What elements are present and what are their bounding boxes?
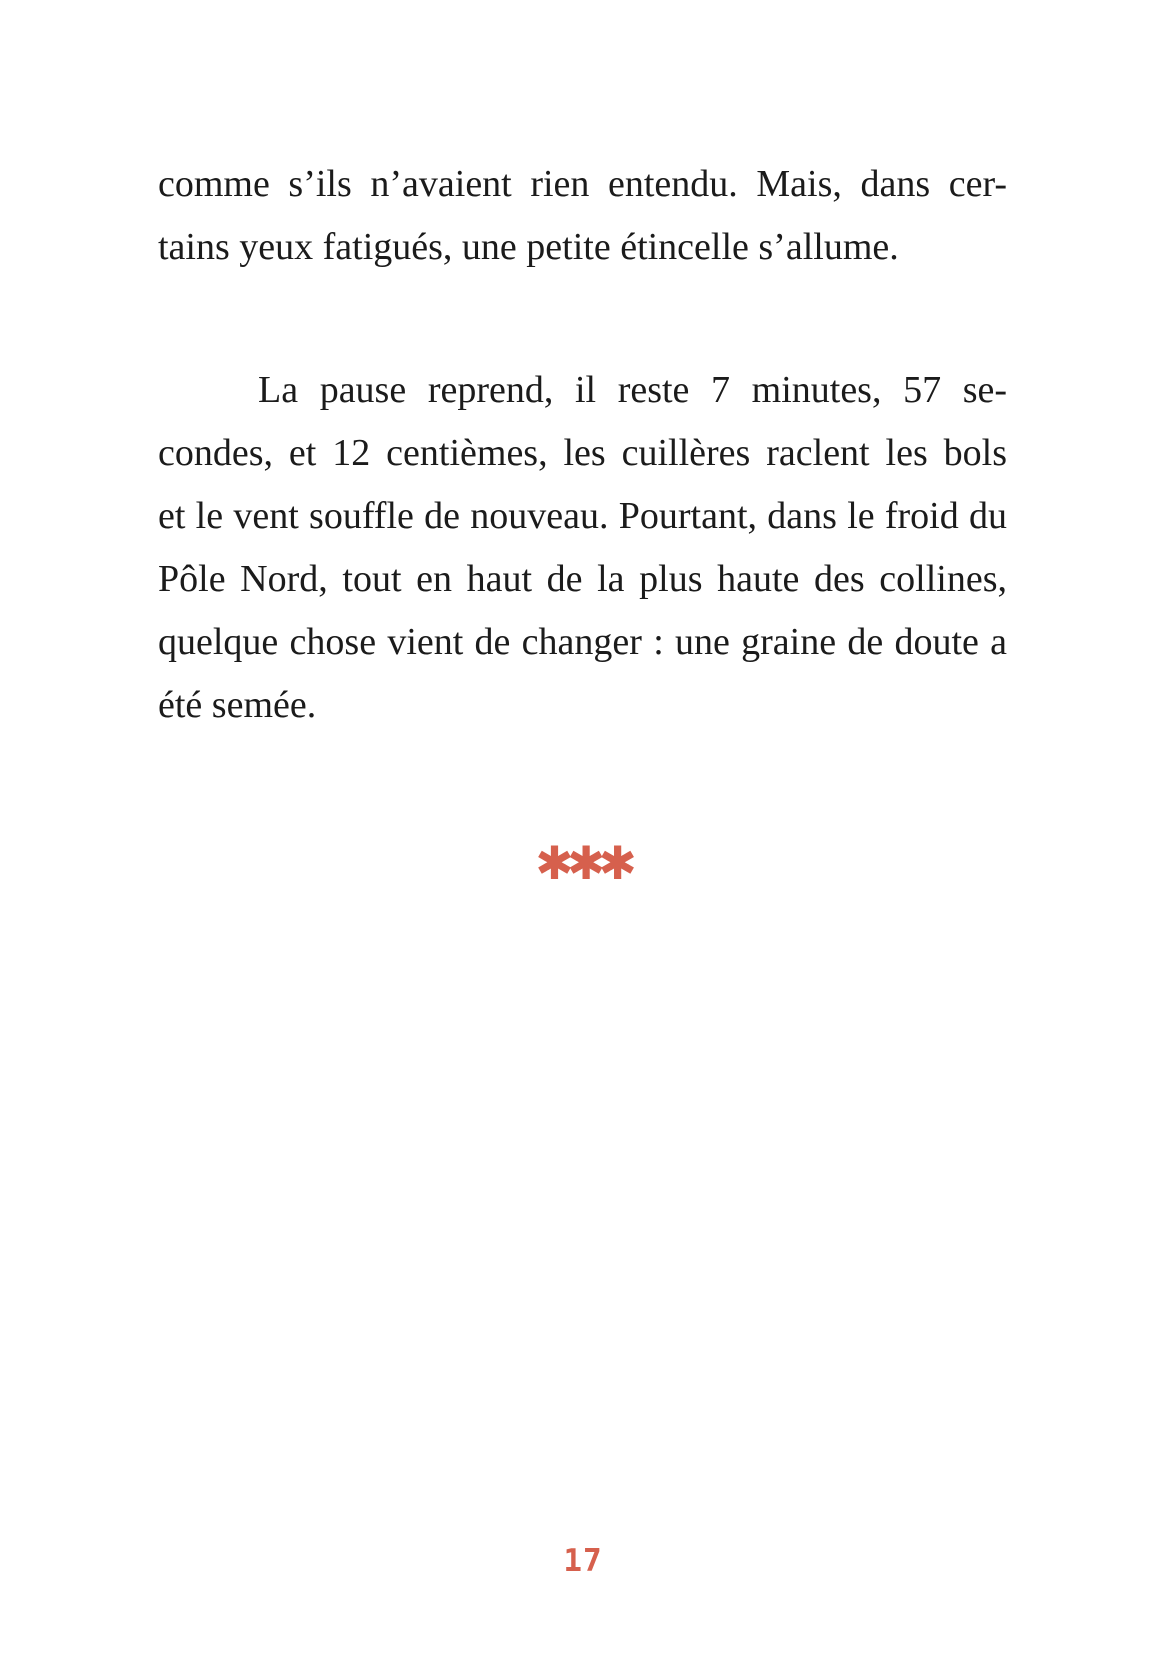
paragraph-1 xyxy=(158,153,1007,279)
asterisk-icon: ✱ xyxy=(598,836,630,890)
text-line: Pôle Nord, tout en haut de la plus haute des collines, xyxy=(158,558,1007,600)
text-line: condes, et 12 centièmes, les cuillères raclent les bols xyxy=(158,432,1007,474)
section-divider xyxy=(158,836,1007,890)
text-line: tains yeux fatigués, une petite étincelle s’allume. xyxy=(158,226,899,268)
body-text xyxy=(158,153,1007,890)
text-line: été semée. xyxy=(158,684,317,726)
text-line: et le vent souffle de nouveau. Pourtant, dans le froid du xyxy=(158,495,1007,537)
text-line: La pause reprend, il reste 7 minutes, 57 se- xyxy=(258,369,1007,411)
text-line: quelque chose vient de changer : une graine de doute a xyxy=(158,621,1007,663)
page-number: 17 xyxy=(563,1543,603,1579)
asterisk-icon: ✱ xyxy=(535,836,567,890)
paragraph-2 xyxy=(158,359,1007,737)
text-line: comme s’ils n’avaient rien entendu. Mais, dans cer- xyxy=(158,163,1007,205)
asterisk-icon: ✱ xyxy=(566,836,599,890)
